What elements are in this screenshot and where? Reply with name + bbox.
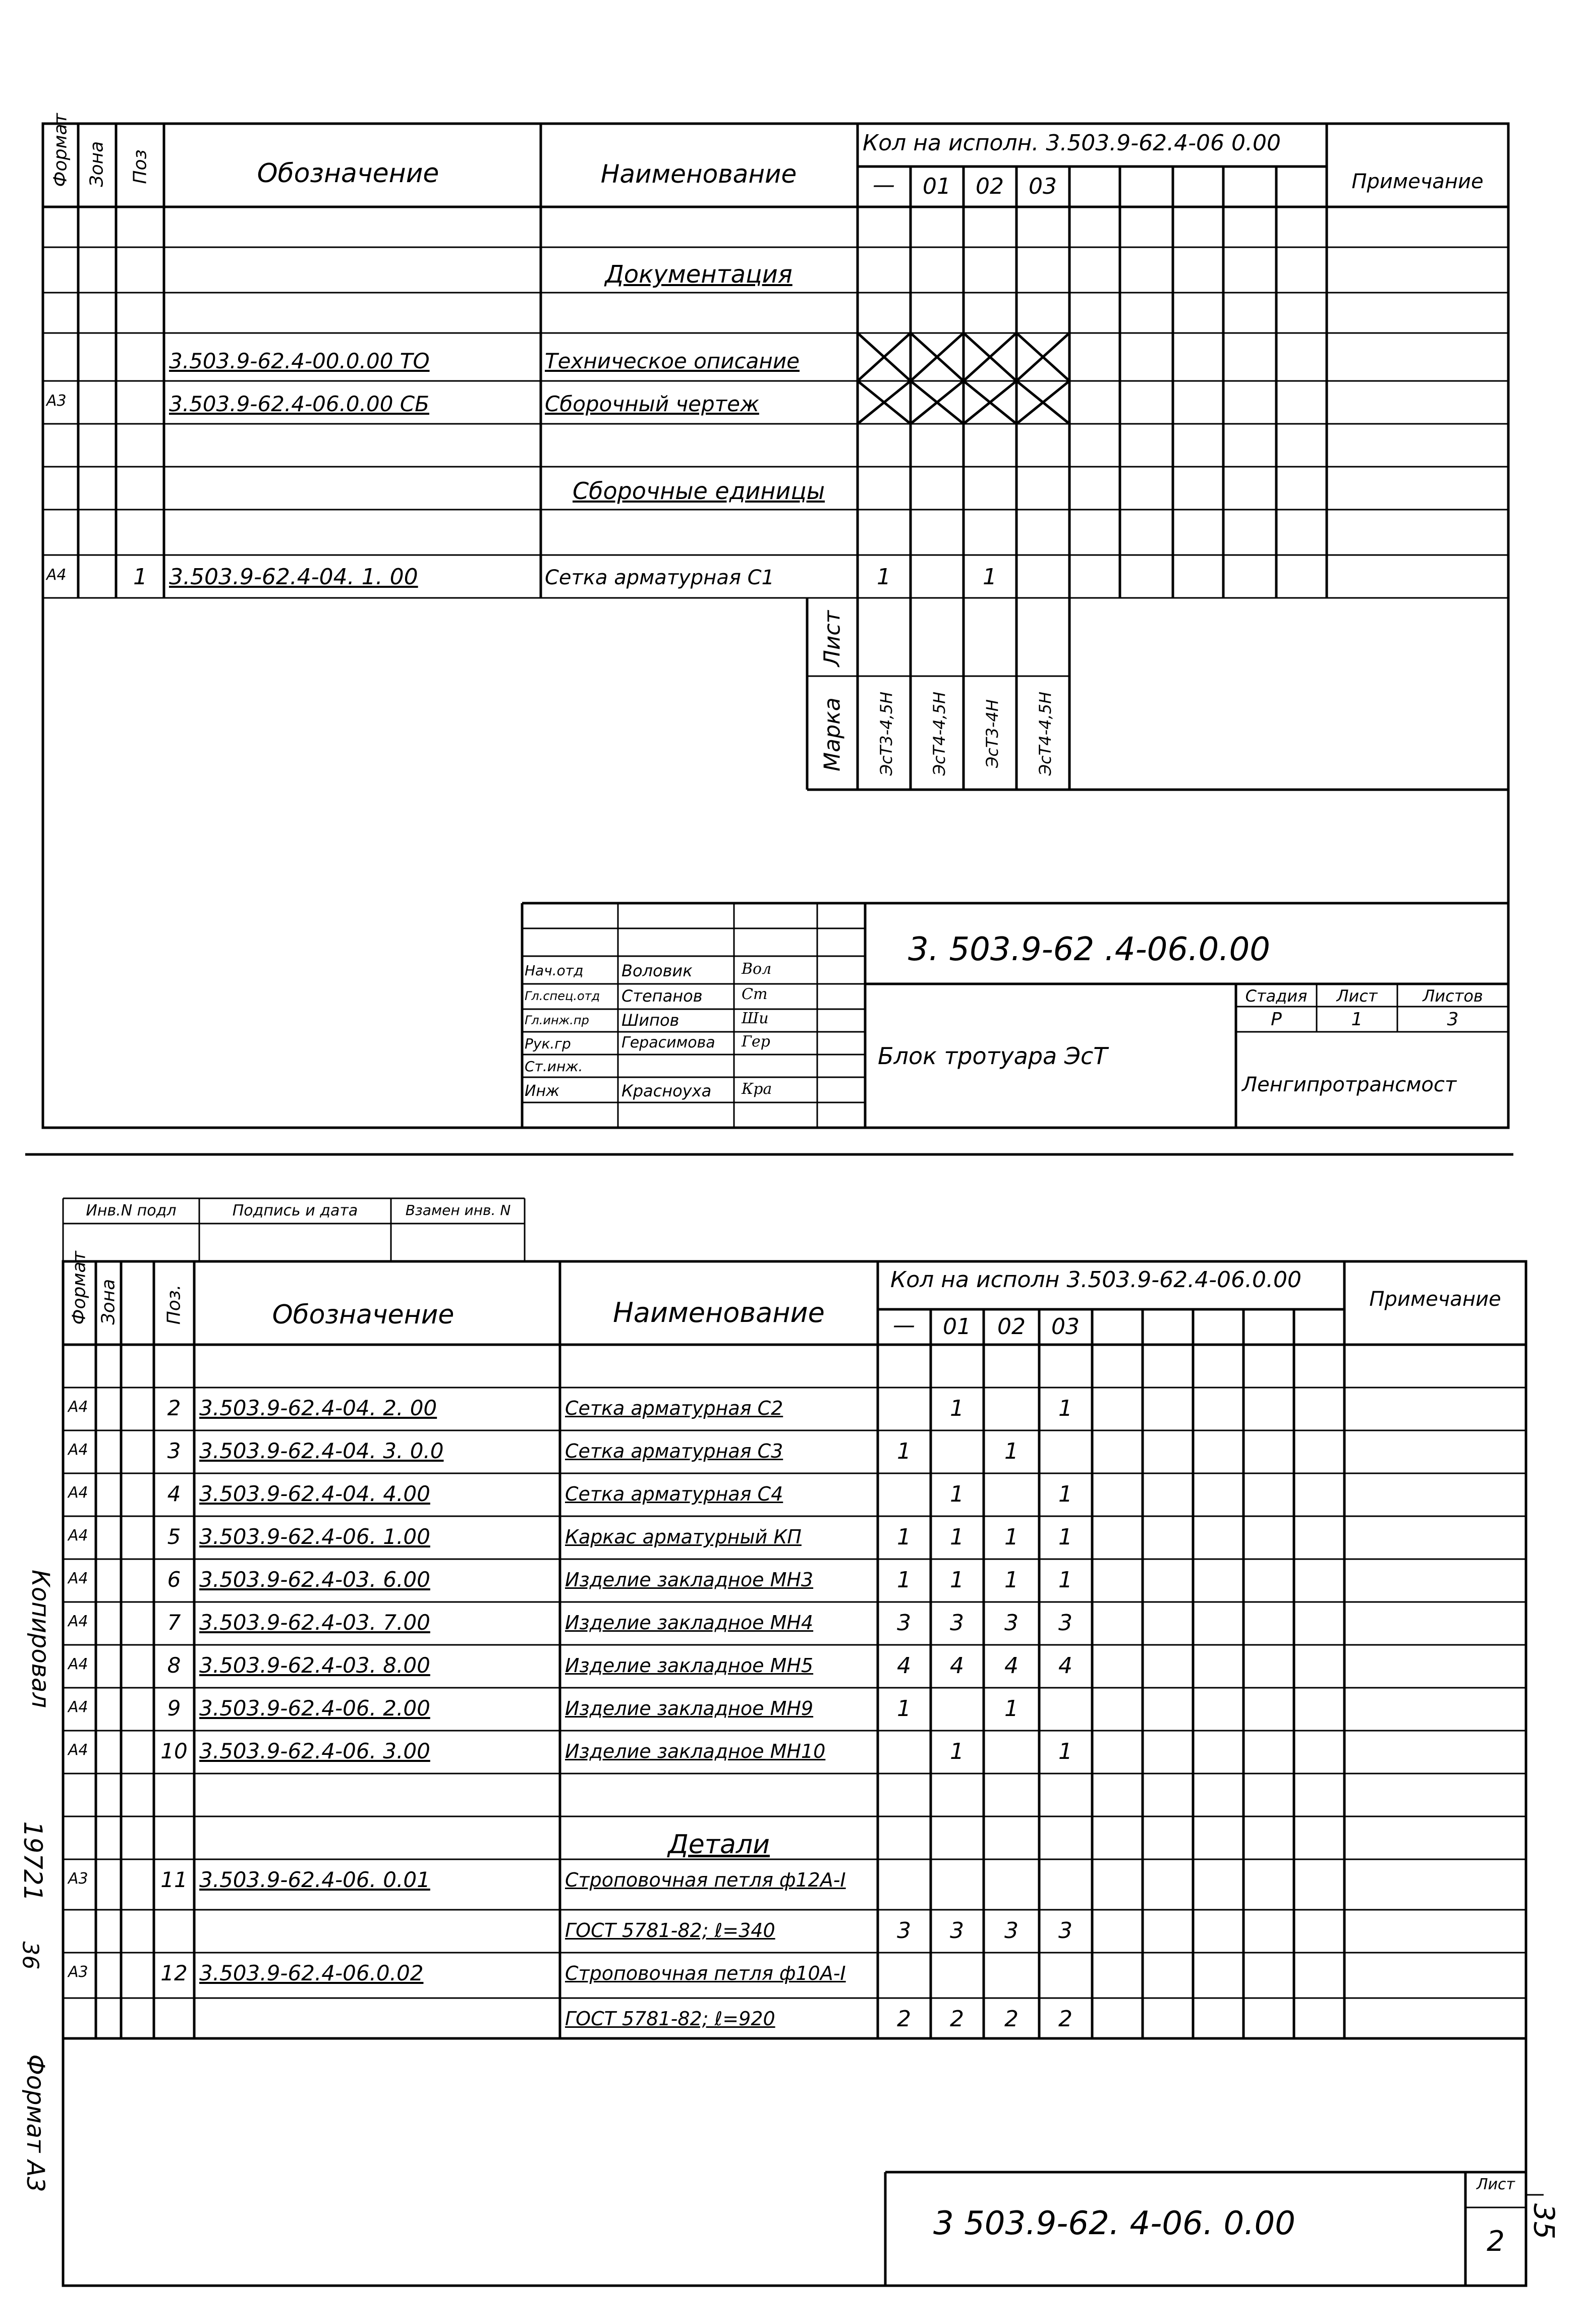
s1-row-qty: 1 <box>983 564 997 590</box>
s1-sheets: 3 <box>1447 1009 1459 1030</box>
s2-row-designation: 3.503.9-62.4-06. 3.00 <box>199 1739 430 1763</box>
s1-section-assembly: Сборочные единицы <box>572 477 825 505</box>
s2-row-qty: 3 <box>950 1610 964 1636</box>
s1-mark-label: Марка <box>819 697 845 771</box>
s2-row-qty: 1 <box>950 1396 964 1421</box>
s2-row-format: А4 <box>68 1698 88 1716</box>
s2-row-pos: 4 <box>167 1481 181 1506</box>
s1-mark: ЭсТ3-4Н <box>983 699 1002 768</box>
s2-row-qty: 1 <box>1004 1524 1018 1550</box>
margin-number: 19721 <box>18 1821 47 1902</box>
s2-stamp-code: 3 503.9-62. 4-06. 0.00 <box>933 2205 1295 2242</box>
s1-variant: 02 <box>976 174 1004 199</box>
s1-role: Рук.гр <box>525 1035 571 1052</box>
s2-section-details: Детали <box>668 1830 770 1860</box>
s2-row-format: А4 <box>68 1484 88 1502</box>
s1-role: Нач.отд <box>525 962 584 979</box>
s2-row-qty: 4 <box>1058 1653 1072 1679</box>
s1-hdr-note: Примечание <box>1351 170 1484 193</box>
s2-row-designation: 3.503.9-62.4-03. 8.00 <box>199 1653 430 1678</box>
s1-row-name: Сборочный чертеж <box>545 392 759 416</box>
s2-row-name: Изделие закладное МН4 <box>565 1612 814 1634</box>
s2-inv-label: Подпись и дата <box>232 1202 358 1220</box>
s2-row-pos: 7 <box>167 1610 181 1635</box>
s2-row-name: Изделие закладное МН5 <box>565 1654 814 1677</box>
s2-row-qty: 2 <box>1004 2006 1018 2032</box>
s2-row-format: А3 <box>68 1963 88 1981</box>
s2-row-qty: 4 <box>897 1653 911 1679</box>
s1-hdr-name: Наименование <box>600 159 797 189</box>
s2-row-format: А3 <box>68 1870 88 1888</box>
s2-row-qty: 1 <box>1004 1567 1018 1593</box>
s2-row-qty: 1 <box>897 1696 911 1722</box>
s2-row-designation: 3.503.9-62.4-04. 3. 0.0 <box>199 1438 444 1463</box>
s1-stage-label: Стадия <box>1245 986 1308 1006</box>
s2-page-no: 35 <box>1527 2203 1560 2240</box>
s1-signature: Гер <box>742 1033 770 1050</box>
s2-row-name: Изделие закладное МН10 <box>565 1740 826 1762</box>
s2-sheet-no: 2 <box>1487 2225 1505 2258</box>
s1-role: Инж <box>525 1082 560 1100</box>
s1-row-pos: 1 <box>133 564 147 590</box>
s1-hdr-pos: Поз <box>130 149 151 184</box>
s1-variant: 03 <box>1029 174 1057 199</box>
s2-row-qty: 2 <box>897 2006 911 2032</box>
s2-variant: 02 <box>997 1314 1026 1340</box>
s1-org: Ленгипротрансмост <box>1242 1073 1457 1096</box>
s2-hdr-pos: Поз. <box>163 1284 185 1325</box>
s1-role: Гл.инж.пр <box>525 1013 589 1027</box>
s2-row-format: А4 <box>68 1398 88 1416</box>
s2-row-designation: 3.503.9-62.4-04. 4.00 <box>199 1481 430 1506</box>
s2-row-name: Сетка арматурная С2 <box>565 1397 783 1419</box>
s2-row-name: Сетка арматурная С3 <box>565 1440 783 1462</box>
s1-list-label: Лист <box>819 610 845 667</box>
s2-hdr-zone: Зона <box>98 1279 119 1325</box>
s2-row-qty: 3 <box>1058 1918 1072 1944</box>
s1-sheets-label: Листов <box>1423 986 1483 1006</box>
s1-hdr-qty-title: Кол на исполн. 3.503.9-62.4-06 0.00 <box>863 130 1281 156</box>
s2-row-qty: 1 <box>1058 1567 1072 1593</box>
s2-row-pos: 11 <box>160 1867 188 1892</box>
s2-row-format: А4 <box>68 1655 88 1673</box>
s2-row-qty: 1 <box>950 1567 964 1593</box>
margin-num2: 36 <box>17 1941 43 1970</box>
s2-row-qty: 4 <box>1004 1653 1018 1679</box>
s2-row-name: Изделие закладное МН3 <box>565 1569 814 1591</box>
s1-stage: Р <box>1271 1009 1282 1030</box>
s2-row-pos: 5 <box>167 1524 181 1549</box>
s2-row-pos: 9 <box>167 1696 181 1721</box>
s2-row-qty: 3 <box>897 1918 911 1944</box>
s1-signature: Ши <box>742 1010 769 1027</box>
s1-signature: Ст <box>742 985 768 1003</box>
s2-row-designation: 3.503.9-62.4-06. 2.00 <box>199 1696 430 1721</box>
s1-sheet: 1 <box>1351 1009 1363 1030</box>
s2-row-qty: 1 <box>897 1567 911 1593</box>
s2-variant: 01 <box>943 1314 971 1340</box>
s1-row-designation: 3.503.9-62.4-00.0.00 ТО <box>169 349 430 373</box>
s2-row-format: А4 <box>68 1570 88 1587</box>
s2-row-qty: 3 <box>1004 1610 1018 1636</box>
s2-row-designation: 3.503.9-62.4-03. 6.00 <box>199 1567 430 1592</box>
s2-row-name: ГОСТ 5781-82; ℓ=340 <box>565 1919 775 1942</box>
s1-mark: ЭсТ4-4,5Н <box>930 691 949 776</box>
s2-row-qty: 1 <box>1058 1481 1072 1507</box>
s2-inv-label: Инв.N подл <box>86 1202 177 1220</box>
s2-row-format: А4 <box>68 1741 88 1759</box>
s1-mark: ЭсТ3-4,5Н <box>877 691 896 776</box>
s2-sheet-label: Лист <box>1476 2176 1515 2193</box>
s1-person: Воловик <box>621 961 693 980</box>
s2-hdr-name: Наименование <box>613 1297 825 1329</box>
s2-row-qty: 1 <box>950 1481 964 1507</box>
s2-row-designation: 3.503.9-62.4-06.0.02 <box>199 1961 424 1985</box>
s1-variant: — <box>873 172 895 198</box>
s2-row-qty: 2 <box>1058 2006 1072 2032</box>
s1-hdr-zone: Зона <box>86 141 107 187</box>
s2-row-qty: 1 <box>1004 1438 1018 1464</box>
s1-sheet-label: Лист <box>1336 986 1378 1006</box>
s2-row-name: Строповочная петля ф10А-I <box>565 1962 846 1984</box>
s2-row-qty: 1 <box>1058 1739 1072 1764</box>
s2-row-pos: 10 <box>160 1739 188 1763</box>
s1-row-designation: 3.503.9-62.4-06.0.00 СБ <box>169 392 429 416</box>
s2-row-name: Изделие закладное МН9 <box>565 1697 814 1720</box>
s2-inv-label: Взамен инв. N <box>405 1202 511 1219</box>
s2-row-format: А4 <box>68 1527 88 1544</box>
s2-row-format: А4 <box>68 1441 88 1459</box>
s1-row-format: А3 <box>46 392 67 410</box>
s2-row-name: Строповочная петля ф12А-I <box>565 1869 846 1891</box>
s1-person: Шипов <box>621 1011 680 1030</box>
s1-person: Герасимова <box>621 1034 715 1052</box>
s2-row-name: Сетка арматурная С4 <box>565 1483 783 1505</box>
s1-row-name: Техническое описание <box>545 349 800 373</box>
s2-row-pos: 8 <box>167 1653 181 1678</box>
s1-hdr-designation: Обозначение <box>257 158 439 189</box>
s2-row-format: А4 <box>68 1613 88 1630</box>
s2-variant: — <box>893 1312 915 1338</box>
margin-copied: Копировал <box>26 1569 54 1708</box>
s1-row-qty: 1 <box>877 564 891 590</box>
s2-row-designation: 3.503.9-62.4-03. 7.00 <box>199 1610 430 1635</box>
s2-row-name: Каркас арматурный КП <box>565 1526 802 1548</box>
s2-row-qty: 4 <box>950 1653 964 1679</box>
s2-hdr-note: Примечание <box>1369 1288 1501 1311</box>
s1-row-designation: 3.503.9-62.4-04. 1. 00 <box>169 564 418 590</box>
s2-row-qty: 1 <box>897 1524 911 1550</box>
s2-variant: 03 <box>1051 1314 1080 1340</box>
s2-hdr-format: Формат <box>69 1251 90 1325</box>
s2-row-name: ГОСТ 5781-82; ℓ=920 <box>565 2008 775 2030</box>
s1-variant: 01 <box>923 174 951 199</box>
s1-role: Гл.спец.отд <box>525 989 600 1003</box>
s1-signature: Кра <box>742 1080 772 1098</box>
s2-row-pos: 2 <box>167 1396 181 1420</box>
s1-section-documentation: Документация <box>605 260 792 289</box>
s2-row-qty: 1 <box>897 1438 911 1464</box>
s1-role: Ст.инж. <box>525 1058 583 1075</box>
s2-hdr-qty-title: Кол на исполн 3.503.9-62.4-06.0.00 <box>890 1267 1301 1293</box>
s2-row-qty: 1 <box>950 1739 964 1764</box>
s2-row-qty: 3 <box>950 1918 964 1944</box>
s2-row-qty: 3 <box>897 1610 911 1636</box>
s2-row-qty: 1 <box>1004 1696 1018 1722</box>
s2-row-pos: 12 <box>160 1961 188 1985</box>
s2-row-pos: 3 <box>167 1438 181 1463</box>
s2-row-designation: 3.503.9-62.4-06. 0.01 <box>199 1867 430 1892</box>
s2-row-qty: 1 <box>1058 1396 1072 1421</box>
s1-hdr-format: Формат <box>50 113 71 187</box>
margin-format: Формат А3 <box>21 2054 49 2192</box>
s1-row-format: А4 <box>46 566 67 584</box>
s2-row-qty: 1 <box>1058 1524 1072 1550</box>
s1-person: Степанов <box>621 986 703 1006</box>
s2-row-designation: 3.503.9-62.4-06. 1.00 <box>199 1524 430 1549</box>
s1-row-name: Сетка арматурная С1 <box>545 566 774 589</box>
s1-person: Красноуха <box>621 1081 712 1100</box>
s2-row-qty: 3 <box>1004 1918 1018 1944</box>
s1-signature: Вол <box>742 960 772 978</box>
s2-row-qty: 3 <box>1058 1610 1072 1636</box>
s1-stamp-code: 3. 503.9-62 .4-06.0.00 <box>908 931 1270 968</box>
s1-mark: ЭсТ4-4,5Н <box>1036 691 1055 776</box>
s1-stamp-title: Блок тротуара ЭсТ <box>878 1042 1108 1070</box>
s2-row-pos: 6 <box>167 1567 181 1592</box>
s2-row-designation: 3.503.9-62.4-04. 2. 00 <box>199 1396 437 1420</box>
s2-row-qty: 2 <box>950 2006 964 2032</box>
s2-hdr-designation: Обозначение <box>272 1300 455 1330</box>
s2-row-qty: 1 <box>950 1524 964 1550</box>
